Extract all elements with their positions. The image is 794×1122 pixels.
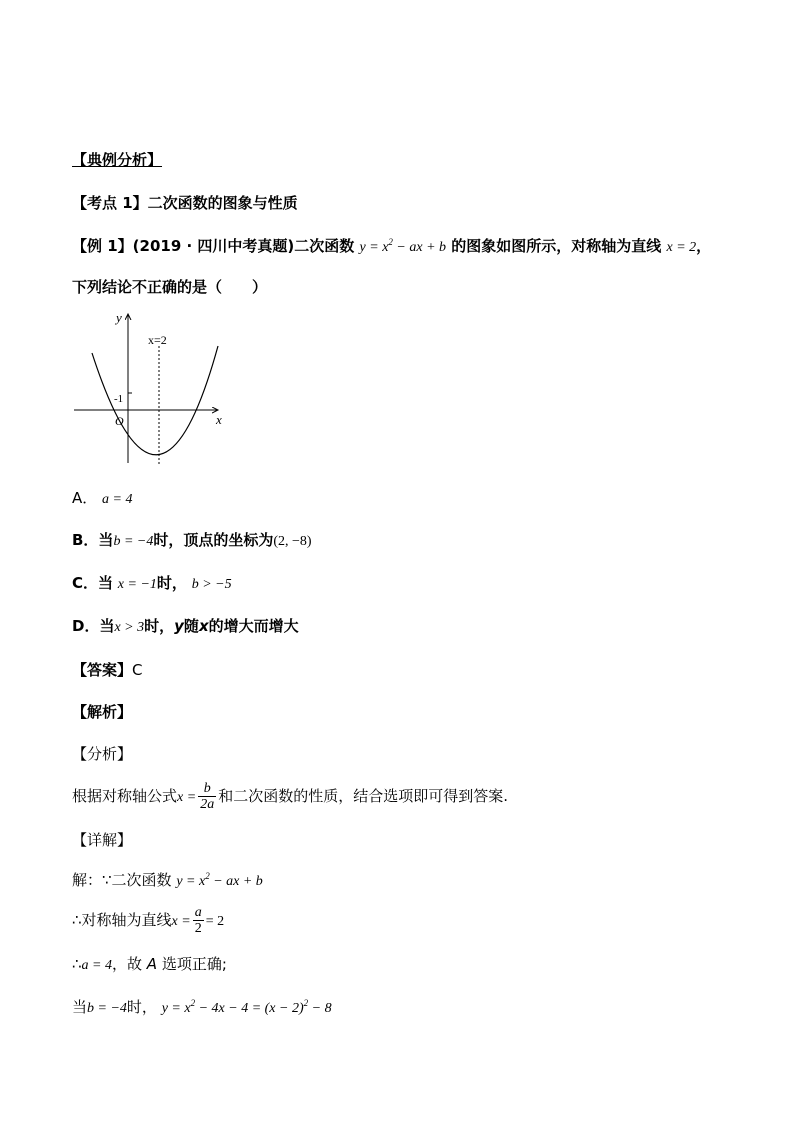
option-c-cond: x = −1	[117, 577, 157, 592]
option-a-label: A．	[72, 489, 98, 507]
fenxi-lhs: x =	[177, 790, 197, 805]
step-2-den: 2	[194, 921, 202, 936]
parabola-graph	[72, 308, 232, 473]
step-3-mid: ，故	[112, 955, 143, 973]
example-line-1	[72, 236, 711, 258]
origin-label: O	[115, 414, 124, 428]
option-c-mid: 时，	[156, 574, 187, 592]
detail-label: 【详解】	[72, 831, 133, 849]
fenxi-content	[72, 780, 508, 814]
example-line-2: 下列结论不正确的是（ ）	[72, 278, 268, 296]
step-3-tail: 选项正确;	[161, 955, 227, 973]
option-b-cond: b = −4	[113, 534, 154, 549]
fenxi-fraction	[198, 781, 216, 812]
option-d	[72, 616, 299, 638]
option-d-label: D．当	[72, 617, 115, 635]
step-3-a: A	[146, 955, 158, 973]
step-2-fraction	[193, 905, 204, 936]
fenxi-text-2: 和二次函数的性质，结合选项即可得到答案.	[218, 787, 508, 805]
option-d-tail: 的增大而增大	[208, 617, 299, 635]
topic-heading: 【考点 1】二次函数的图象与性质	[72, 194, 298, 212]
example-text-3: ，	[696, 237, 712, 255]
y-axis-label: y	[116, 310, 122, 325]
parabola-curve	[92, 346, 218, 455]
tick-label: -1	[114, 393, 124, 405]
fenxi-text-1: 根据对称轴公式	[72, 787, 178, 805]
option-b	[72, 530, 312, 552]
step-4-cond: b = −4	[87, 1001, 127, 1016]
option-d-cond: x > 3	[114, 620, 145, 635]
example-text-1: 二次函数	[294, 237, 355, 255]
step-3-pre: ∴	[72, 955, 82, 973]
option-b-mid: 时，顶点的坐标为	[153, 531, 274, 549]
step-2-text: ∴对称轴为直线	[72, 911, 172, 929]
option-c-value: b > −5	[191, 577, 232, 592]
option-b-label: B．当	[72, 531, 114, 549]
option-d-mid2: 随	[183, 617, 199, 635]
answer-line	[72, 660, 143, 680]
step-3	[72, 954, 227, 976]
option-a	[72, 488, 133, 510]
option-b-value: (2, −8)	[273, 534, 312, 549]
step-2-lhs: x =	[171, 914, 191, 929]
fenxi-den: 2a	[200, 797, 215, 812]
step-4-pre: 当	[72, 998, 88, 1016]
step-4-mid: 时，	[126, 998, 157, 1016]
option-d-y: y	[174, 617, 184, 635]
step-4	[72, 997, 332, 1019]
step-4-expr: $y = x^2 - 4x - 4 = (x - 2)^2 - 8$	[161, 998, 332, 1016]
x-axis-label: x	[216, 412, 222, 427]
function-expression: $y = x^2$ − ax + b	[359, 237, 447, 255]
step-3-expr: a = 4	[81, 958, 112, 973]
step-1-expr: $y = x^2$ − ax + b	[176, 871, 263, 889]
step-2-rhs: = 2	[205, 914, 225, 929]
option-c-label: C．当	[72, 574, 114, 592]
fenxi-label: 【分析】	[72, 745, 133, 763]
answer-value: C	[132, 661, 143, 679]
step-2	[72, 904, 224, 938]
step-2-num: a	[194, 905, 202, 920]
answer-label: 【答案】	[72, 661, 133, 679]
axis-expression: x = 2	[666, 240, 697, 255]
step-1	[72, 870, 263, 892]
option-a-expr: a = 4	[102, 492, 133, 507]
fenxi-num: b	[198, 781, 216, 797]
example-text-2: 的图象如图所示，对称轴为直线	[451, 237, 662, 255]
step-1-text: 解：∵二次函数	[72, 871, 172, 889]
symmetry-label: x=2	[148, 333, 167, 347]
option-d-x: x	[198, 617, 209, 635]
section-heading	[72, 150, 162, 170]
example-label: 【例 1】	[72, 237, 133, 255]
option-c	[72, 573, 232, 595]
analysis-label: 【解析】	[72, 703, 133, 721]
example-source: (2019 · 四川中考真题)	[132, 237, 295, 255]
section-heading-text: 【典例分析】	[72, 151, 163, 169]
option-d-mid: 时，	[144, 617, 175, 635]
